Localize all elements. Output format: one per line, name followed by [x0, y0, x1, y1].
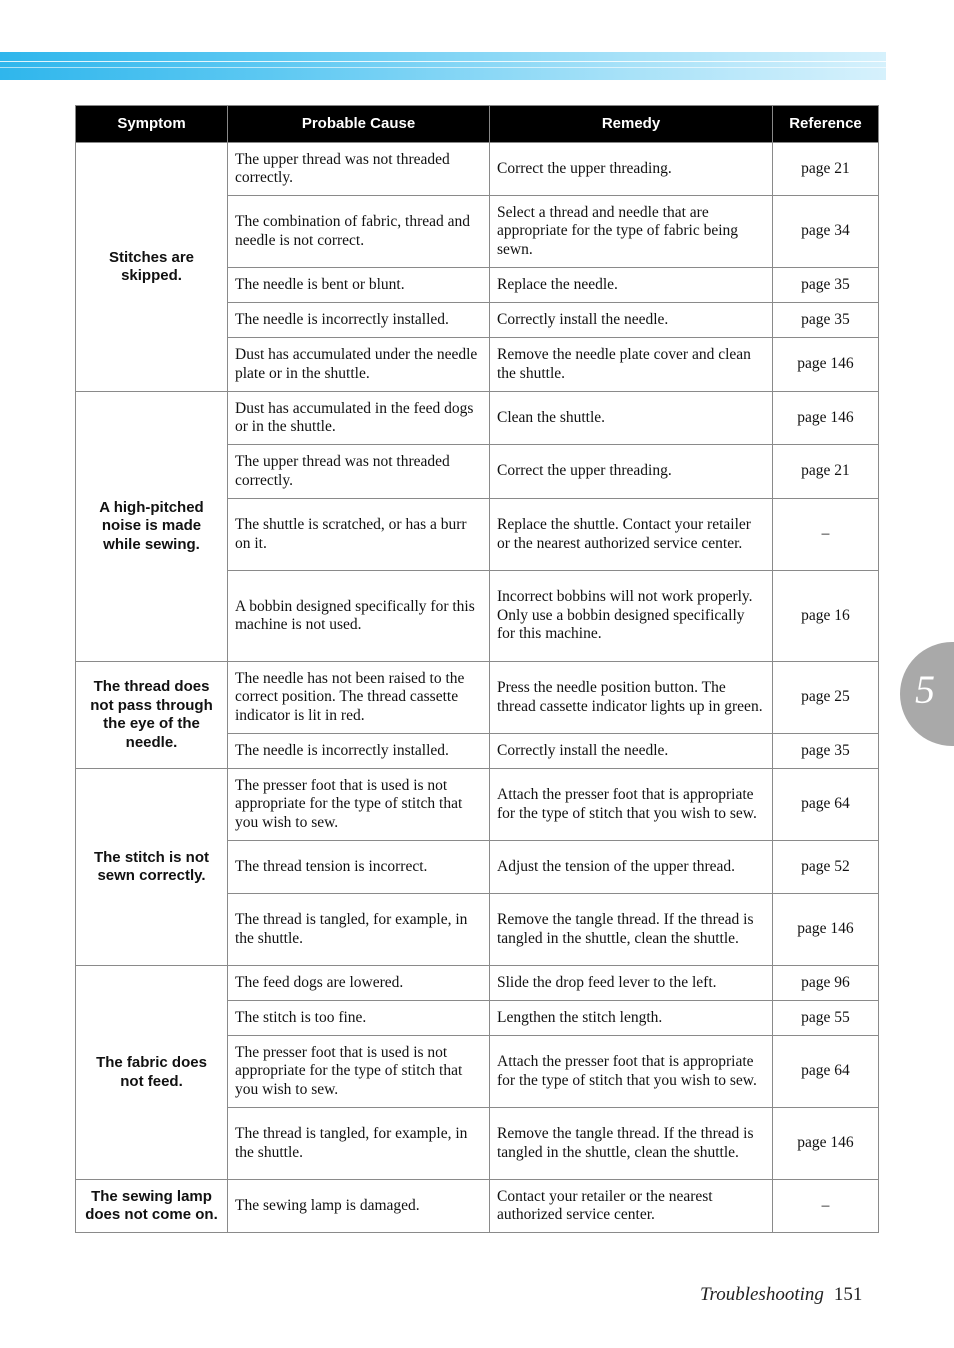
reference-cell: page 35	[773, 734, 879, 769]
page-footer	[700, 1284, 862, 1306]
cause-cell: The upper thread was not threaded correctly.	[228, 143, 490, 196]
remedy-cell: Replace the needle.	[490, 268, 773, 303]
cause-cell: Dust has accumulated in the feed dogs or in the shuttle.	[228, 392, 490, 445]
header-symptom: Symptom	[76, 106, 228, 143]
header-reference: Reference	[773, 106, 879, 143]
cause-cell: The presser foot that is used is not appropriate for the type of stitch that you wish to sew.	[228, 1036, 490, 1108]
troubleshooting-table	[75, 105, 879, 1233]
reference-cell: page 146	[773, 894, 879, 966]
reference-cell: page 96	[773, 966, 879, 1001]
table-row	[76, 966, 879, 1001]
symptom-cell: The fabric does not feed.	[76, 966, 228, 1180]
cause-cell: The feed dogs are lowered.	[228, 966, 490, 1001]
symptom-cell: The sewing lamp does not come on.	[76, 1180, 228, 1233]
reference-cell: –	[773, 1180, 879, 1233]
cause-cell: A bobbin designed specifically for this machine is not used.	[228, 571, 490, 662]
remedy-cell: Correctly install the needle.	[490, 303, 773, 338]
remedy-cell: Attach the presser foot that is appropriate for the type of stitch that you wish to sew.	[490, 769, 773, 841]
cause-cell: The thread tension is incorrect.	[228, 841, 490, 894]
reference-cell: page 35	[773, 303, 879, 338]
reference-cell: –	[773, 499, 879, 571]
remedy-cell: Correct the upper threading.	[490, 445, 773, 499]
reference-cell: page 55	[773, 1001, 879, 1036]
cause-cell: The needle is bent or blunt.	[228, 268, 490, 303]
cause-cell: The thread is tangled, for example, in the shuttle.	[228, 894, 490, 966]
cause-cell: The needle is incorrectly installed.	[228, 734, 490, 769]
table-row	[76, 1180, 879, 1233]
reference-cell: page 64	[773, 1036, 879, 1108]
remedy-cell: Attach the presser foot that is appropriate for the type of stitch that you wish to sew.	[490, 1036, 773, 1108]
cause-cell: Dust has accumulated under the needle plate or in the shuttle.	[228, 338, 490, 392]
top-color-band	[0, 52, 886, 80]
table-header-row	[76, 106, 879, 143]
remedy-cell: Remove the tangle thread. If the thread is tangled in the shuttle, clean the shuttle.	[490, 1108, 773, 1180]
header-probable-cause: Probable Cause	[228, 106, 490, 143]
remedy-cell: Remove the tangle thread. If the thread is tangled in the shuttle, clean the shuttle.	[490, 894, 773, 966]
remedy-cell: Incorrect bobbins will not work properly. Only use a bobbin designed specifically for this machine.	[490, 571, 773, 662]
cause-cell: The shuttle is scratched, or has a burr on it.	[228, 499, 490, 571]
reference-cell: page 34	[773, 196, 879, 268]
remedy-cell: Lengthen the stitch length.	[490, 1001, 773, 1036]
chapter-number: 5	[915, 667, 935, 712]
reference-cell: page 21	[773, 445, 879, 499]
symptom-cell: The thread does not pass through the eye of the needle.	[76, 662, 228, 769]
remedy-cell: Slide the drop feed lever to the left.	[490, 966, 773, 1001]
reference-cell: page 146	[773, 338, 879, 392]
chapter-tab	[900, 642, 954, 746]
symptom-cell: The stitch is not sewn correctly.	[76, 769, 228, 966]
reference-cell: page 35	[773, 268, 879, 303]
reference-cell: page 16	[773, 571, 879, 662]
table-row	[76, 143, 879, 196]
table-row	[76, 392, 879, 445]
footer-page-number: 151	[833, 1284, 863, 1305]
remedy-cell: Press the needle position button. The thread cassette indicator lights up in green.	[490, 662, 773, 734]
reference-cell: page 25	[773, 662, 879, 734]
reference-cell: page 52	[773, 841, 879, 894]
reference-cell: page 146	[773, 1108, 879, 1180]
remedy-cell: Correctly install the needle.	[490, 734, 773, 769]
table-row	[76, 769, 879, 841]
header-remedy: Remedy	[490, 106, 773, 143]
remedy-cell: Remove the needle plate cover and clean the shuttle.	[490, 338, 773, 392]
cause-cell: The thread is tangled, for example, in the shuttle.	[228, 1108, 490, 1180]
cause-cell: The presser foot that is used is not appropriate for the type of stitch that you wish to sew.	[228, 769, 490, 841]
symptom-cell: Stitches are skipped.	[76, 143, 228, 392]
remedy-cell: Adjust the tension of the upper thread.	[490, 841, 773, 894]
band-highlight-line	[0, 61, 886, 62]
cause-cell: The upper thread was not threaded correctly.	[228, 445, 490, 499]
remedy-cell: Select a thread and needle that are appropriate for the type of fabric being sewn.	[490, 196, 773, 268]
cause-cell: The stitch is too fine.	[228, 1001, 490, 1036]
remedy-cell: Replace the shuttle. Contact your retailer or the nearest authorized service center.	[490, 499, 773, 571]
cause-cell: The sewing lamp is damaged.	[228, 1180, 490, 1233]
reference-cell: page 21	[773, 143, 879, 196]
band-highlight-line	[0, 67, 886, 68]
table-row	[76, 662, 879, 734]
remedy-cell: Contact your retailer or the nearest authorized service center.	[490, 1180, 773, 1233]
reference-cell: page 146	[773, 392, 879, 445]
remedy-cell: Clean the shuttle.	[490, 392, 773, 445]
remedy-cell: Correct the upper threading.	[490, 143, 773, 196]
cause-cell: The combination of fabric, thread and needle is not correct.	[228, 196, 490, 268]
cause-cell: The needle has not been raised to the correct position. The thread cassette indicator is lit in red.	[228, 662, 490, 734]
symptom-cell: A high-pitched noise is made while sewing.	[76, 392, 228, 662]
footer-section-title: Troubleshooting	[700, 1284, 824, 1305]
cause-cell: The needle is incorrectly installed.	[228, 303, 490, 338]
reference-cell: page 64	[773, 769, 879, 841]
